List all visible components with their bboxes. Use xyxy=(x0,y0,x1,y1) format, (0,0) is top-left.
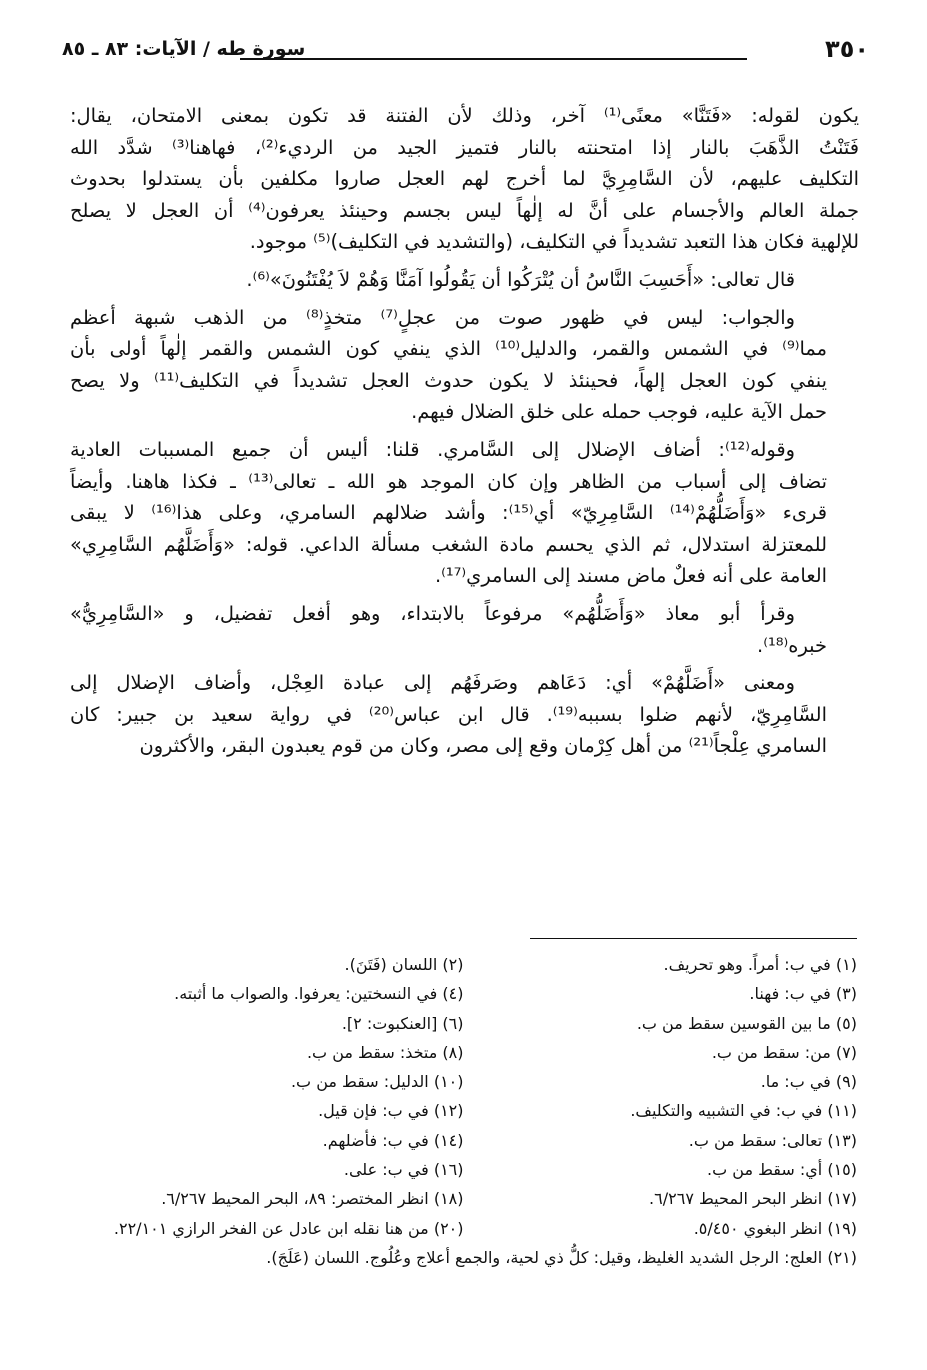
footnote: (٥) ما بين القوسين سقط من ب. xyxy=(636,1013,857,1033)
text-line: ومعنى «أَضَلَّهُمْ» أي: دَعَاهم وصَرفَهُم إلى عبادة العِجْل، وأضاف الإضلال إلى xyxy=(70,671,795,695)
text-line: جملة العالم والأجسام على أنَّ له إلٰهاً ليس بجسم وحينئذ يعرفون⁽⁴⁾ أن العجل لا يصلح xyxy=(70,198,860,222)
footnote: (٤) في النسختين: يعرفوا. والصواب ما أثبته. xyxy=(174,984,464,1004)
text-line: تضاف إلى أسباب من الظاهر وإن كان الموجد هو الله ـ تعالى⁽¹³⁾ ـ فكذا هاهنا. وأيضاً xyxy=(70,469,827,493)
footnote: (٣) في ب: فهنا. xyxy=(749,984,857,1004)
footnote-row xyxy=(70,1155,857,1184)
text-line: مما⁽⁹⁾ في الشمس والقمر، والدليل⁽¹⁰⁾ الذي ينفي كون الشمس والقمر إلٰهاً أولى بأن xyxy=(70,337,828,361)
footnote-row xyxy=(70,1184,857,1213)
text-line: حمل الآية عليه، فوجب حمله على خلق الضلال فيهم. xyxy=(411,400,827,424)
footnote: (٢١) العلج: الرجل الشديد الغليظ، وقيل: كلُّ ذي لحية، والجمع أعلاج وعُلُوج. اللسان (عَلَجَ). xyxy=(266,1247,857,1267)
text-line: السَّامِرِيّ، لأنهم ضلوا بسببه⁽¹⁹⁾. قال ابن عباس⁽²⁰⁾ في رواية سعيد بن جبير: كان xyxy=(70,702,827,726)
footnote-row xyxy=(70,1126,857,1155)
text-line: وقرأ أبو معاذ «وَأَضَلُّهُم» مرفوعاً بالابتداء، وهو أفعل تفضيل، و «السَّامِرِيُّ» xyxy=(70,601,795,625)
footnotes xyxy=(70,950,857,1272)
footnote: (١٦) في ب: على. xyxy=(343,1160,464,1180)
footnote-row xyxy=(70,1067,857,1096)
footnote-row xyxy=(70,950,857,979)
text-line: والجواب: ليس في ظهور صوت من عجلٍ⁽⁷⁾ متخذٍ⁽⁸⁾ من الذهب شبهة أعظم xyxy=(70,305,795,329)
footnote: (١٣) تعالى: سقط من ب. xyxy=(688,1130,857,1150)
footnote-rule xyxy=(530,938,857,939)
footnote: (٢) اللسان (فَتَنَ). xyxy=(344,955,464,974)
footnote: (٦) [العنكبوت: ٢]. xyxy=(341,1013,464,1033)
footnote: (٨) متخذ: سقط من ب. xyxy=(306,1042,464,1062)
body-paragraph xyxy=(70,264,859,296)
footnote-row xyxy=(70,1096,857,1125)
text-line: خبره⁽¹⁸⁾. xyxy=(757,633,827,657)
text-line: قال تعالى: «أَحَسِبَ النَّاسُ أن يُتْرَكُوا أن يَقُولُوا آمَنَّا وَهُمْ لاَ يُفْتَنُونَ»⁽⁶⁾. xyxy=(246,267,795,291)
text-line: يكون لقوله: «فَتَنَّا» معنًى⁽¹⁾ آخر، وذلك لأن الفتنة قد تكون بمعنى الامتحان، يقال: xyxy=(70,104,859,127)
footnote: (١١) في ب: في التشبيه والتكليف. xyxy=(630,1101,857,1121)
text-line: للمعتزلة استدلال، ثم الذي يحسم مادة الشغب مسألة الداعي. قوله: «وَأَضَلَّهُم السَّامِرِي» xyxy=(70,532,827,556)
footnote-row xyxy=(70,1038,857,1067)
footnote: (١٧) انظر البحر المحيط ٦/٢٦٧. xyxy=(649,1189,857,1209)
running-head: سورة طه / الآيات: ٨٣ ـ ٨٥ xyxy=(62,38,306,60)
footnote: (١٤) في ب: فأضلهم. xyxy=(322,1130,464,1150)
footnote-row xyxy=(70,979,857,1008)
body-paragraph xyxy=(70,434,859,592)
body-paragraph xyxy=(70,302,859,428)
footnote: (١٥) أي: سقط من ب. xyxy=(707,1160,857,1180)
footnote-row xyxy=(70,1009,857,1038)
body-paragraph xyxy=(70,598,859,661)
body-paragraph xyxy=(70,667,859,762)
footnote: (١٠) الدليل: سقط من ب. xyxy=(290,1072,464,1092)
footnote: (٧) من: سقط من ب. xyxy=(711,1042,857,1062)
header-rule xyxy=(240,58,747,60)
text-line: قرىء «وَأَضَلُّهُمْ⁽¹⁴⁾ السَّامِرِيّ» أي⁽¹⁵⁾: وأشد ضلالهم السامري، وعلى هذا⁽¹⁶⁾ لا يبقى xyxy=(70,501,827,525)
body-text xyxy=(70,100,859,768)
footnote: (١٢) في ب: فإن قيل. xyxy=(318,1101,464,1121)
text-line: العامة على أنه فعلٌ ماض مسند إلى السامري⁽¹⁷⁾. xyxy=(434,564,827,588)
text-line: وقوله⁽¹²⁾: أضاف الإضلال إلى السَّامري. قلنا: أليس أن جميع المسببات العادية xyxy=(70,437,795,461)
footnote: (١٨) انظر المختصر: ٨٩، البحر المحيط ٦/٢٦٧. xyxy=(161,1189,464,1209)
text-line: التكليف عليهم، لأن السَّامِرِيَّ لما أخرج لهم العجل صاروا مكلفين بأن يستدلوا بحدوث xyxy=(70,167,859,191)
text-line: ينفي كون العجل إلهاً، فحينئذ لا يكون حدوث العجل تشديداً في التكليف⁽¹¹⁾ ولا يصح xyxy=(70,368,828,392)
footnote: (١) في ب: أمراً. وهو تحريف. xyxy=(663,955,857,974)
footnote: (٩) في ب: ما. xyxy=(760,1072,857,1092)
text-line: للإلهية فكان هذا التعبد تشديداً في التكليف، (والتشديد في التكليف)⁽⁵⁾ موجود. xyxy=(249,230,859,254)
body-paragraph xyxy=(70,100,859,258)
footnote-row xyxy=(70,1214,857,1243)
text-line: السامري عِلْجاً⁽²¹⁾ من أهل كِرْمان وقع إلى مصر، وكان من قوم يعبدون البقر، والأكثرون xyxy=(139,734,827,758)
footnote: (٢٠) من هنا نقله ابن عادل عن الفخر الرازي ٢٢/١٠١. xyxy=(113,1218,464,1238)
page-number: ٣٥٠ xyxy=(825,35,869,63)
text-line: فَتَنْتُ الذَّهَبَ بالنار إذا امتحنته بالنار فتميز الجيد من الرديء⁽²⁾، فهاهنا⁽³⁾ شدَّد الله xyxy=(70,135,859,159)
footnote: (١٩) انظر البغوي ٥/٤٥٠. xyxy=(693,1218,857,1238)
